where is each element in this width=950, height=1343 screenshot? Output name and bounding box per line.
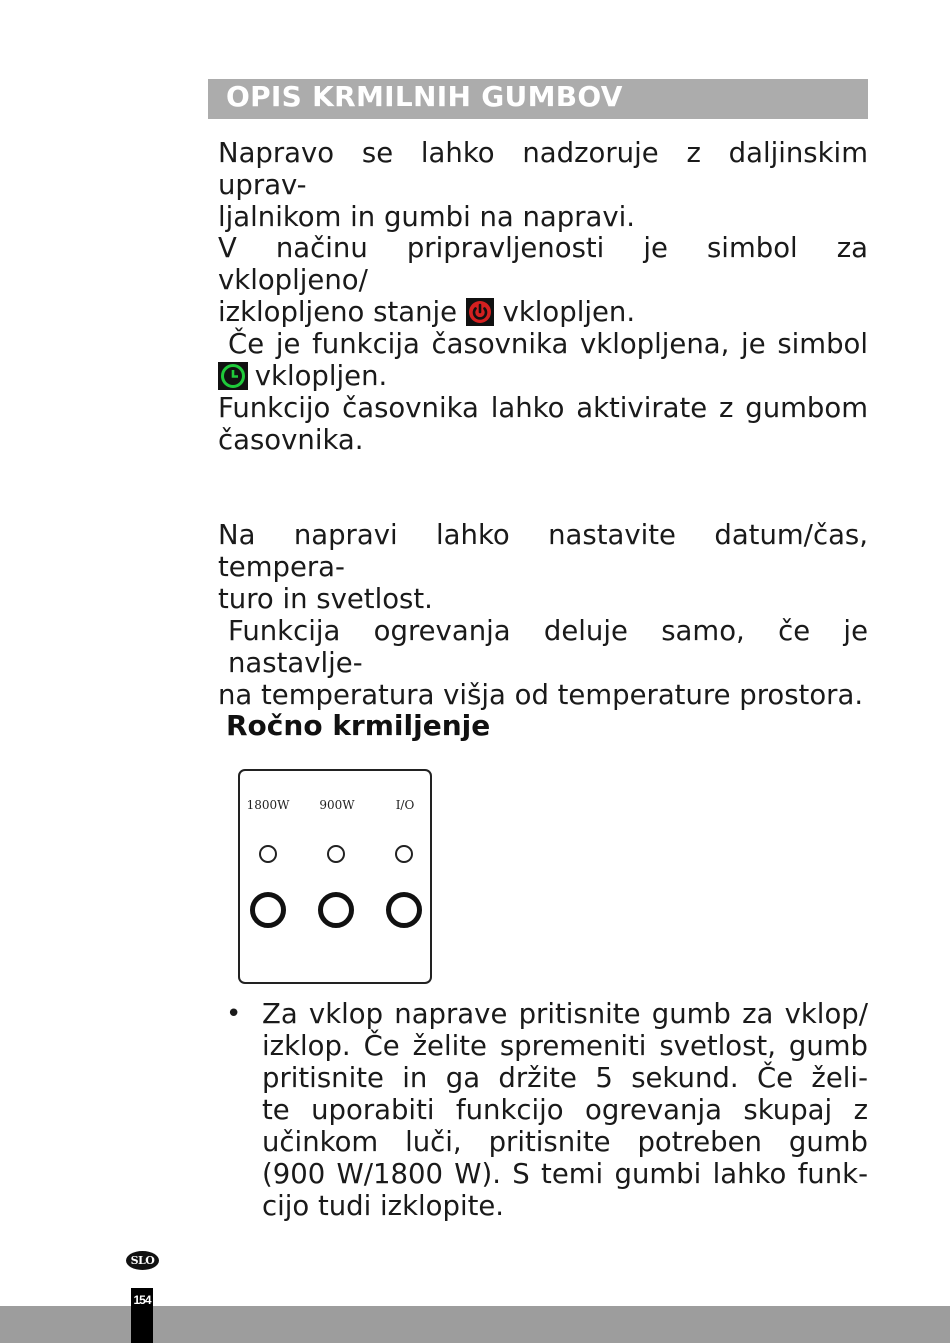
bullet-line: cijo tudi izklopite. xyxy=(262,1190,505,1222)
button-1800w xyxy=(250,892,286,928)
panel-label-1800w: 1800W xyxy=(246,798,290,812)
bullet-line: (900 W/1800 W). S temi gumbi lahko funk- xyxy=(262,1158,868,1190)
bullet-marker: • xyxy=(226,999,242,1029)
bullet-line: te uporabiti funkcijo ogrevanja skupaj z xyxy=(262,1094,868,1126)
control-panel-illustration xyxy=(238,769,432,984)
paragraph-text: izklopljeno stanje xyxy=(218,296,458,328)
paragraph-line xyxy=(218,296,868,328)
power-icon xyxy=(466,298,494,326)
paragraph-line: Na napravi lahko nastavite datum/čas, tempera- xyxy=(218,519,868,583)
page-number: 154 xyxy=(133,1293,151,1307)
paragraph-timer xyxy=(218,392,868,456)
indicator-light-900w xyxy=(327,845,345,863)
bullet-line: Za vklop naprave pritisnite gumb za vklop/ xyxy=(262,998,868,1030)
bullet-line: učinkom luči, pritisnite potreben gumb xyxy=(262,1126,868,1158)
paragraph-text: vklopljen. xyxy=(254,360,388,392)
paragraph-remote-control xyxy=(218,137,868,233)
paragraph-line: Če je funkcija časovnika vklopljena, je simbol xyxy=(228,328,868,360)
paragraph-line xyxy=(218,360,868,392)
paragraph-line: časovnika. xyxy=(218,424,364,456)
paragraph-line: V načinu pripravljenosti je simbol za vklopljeno/ xyxy=(218,232,868,296)
bullet-line: izklop. Če želite spremeniti svetlost, gumb xyxy=(262,1030,868,1062)
paragraph-line: turo in svetlost. xyxy=(218,583,433,615)
panel-label-io: I/O xyxy=(395,798,415,812)
button-io xyxy=(386,892,422,928)
language-badge: SLO xyxy=(126,1251,159,1270)
section-header-bar xyxy=(208,79,868,119)
paragraph-line: Napravo se lahko nadzoruje z daljinskim uprav- xyxy=(218,137,868,201)
indicator-light-1800w xyxy=(259,845,277,863)
paragraph-heating xyxy=(218,615,868,711)
bullet-line: pritisnite in ga držite 5 sekund. Če želi- xyxy=(262,1062,868,1094)
paragraph-standby-symbols xyxy=(218,232,868,392)
timer-icon xyxy=(218,362,246,390)
paragraph-line: Funkcija ogrevanja deluje samo, če je nastavlje- xyxy=(228,615,868,679)
manual-control-heading: Ročno krmiljenje xyxy=(226,709,491,742)
paragraph-text: vklopljen. xyxy=(502,296,636,328)
bullet-text xyxy=(262,998,868,1222)
paragraph-line: Funkcijo časovnika lahko aktivirate z gumbom xyxy=(218,392,868,424)
paragraph-settings xyxy=(218,519,868,615)
paragraph-line: na temperatura višja od temperature prostora. xyxy=(218,679,864,711)
section-header-title: OPIS KRMILNIH GUMBOV xyxy=(226,80,623,113)
paragraph-line: ljalnikom in gumbi na napravi. xyxy=(218,201,636,233)
panel-label-900w: 900W xyxy=(319,798,355,812)
indicator-light-io xyxy=(395,845,413,863)
button-900w xyxy=(318,892,354,928)
